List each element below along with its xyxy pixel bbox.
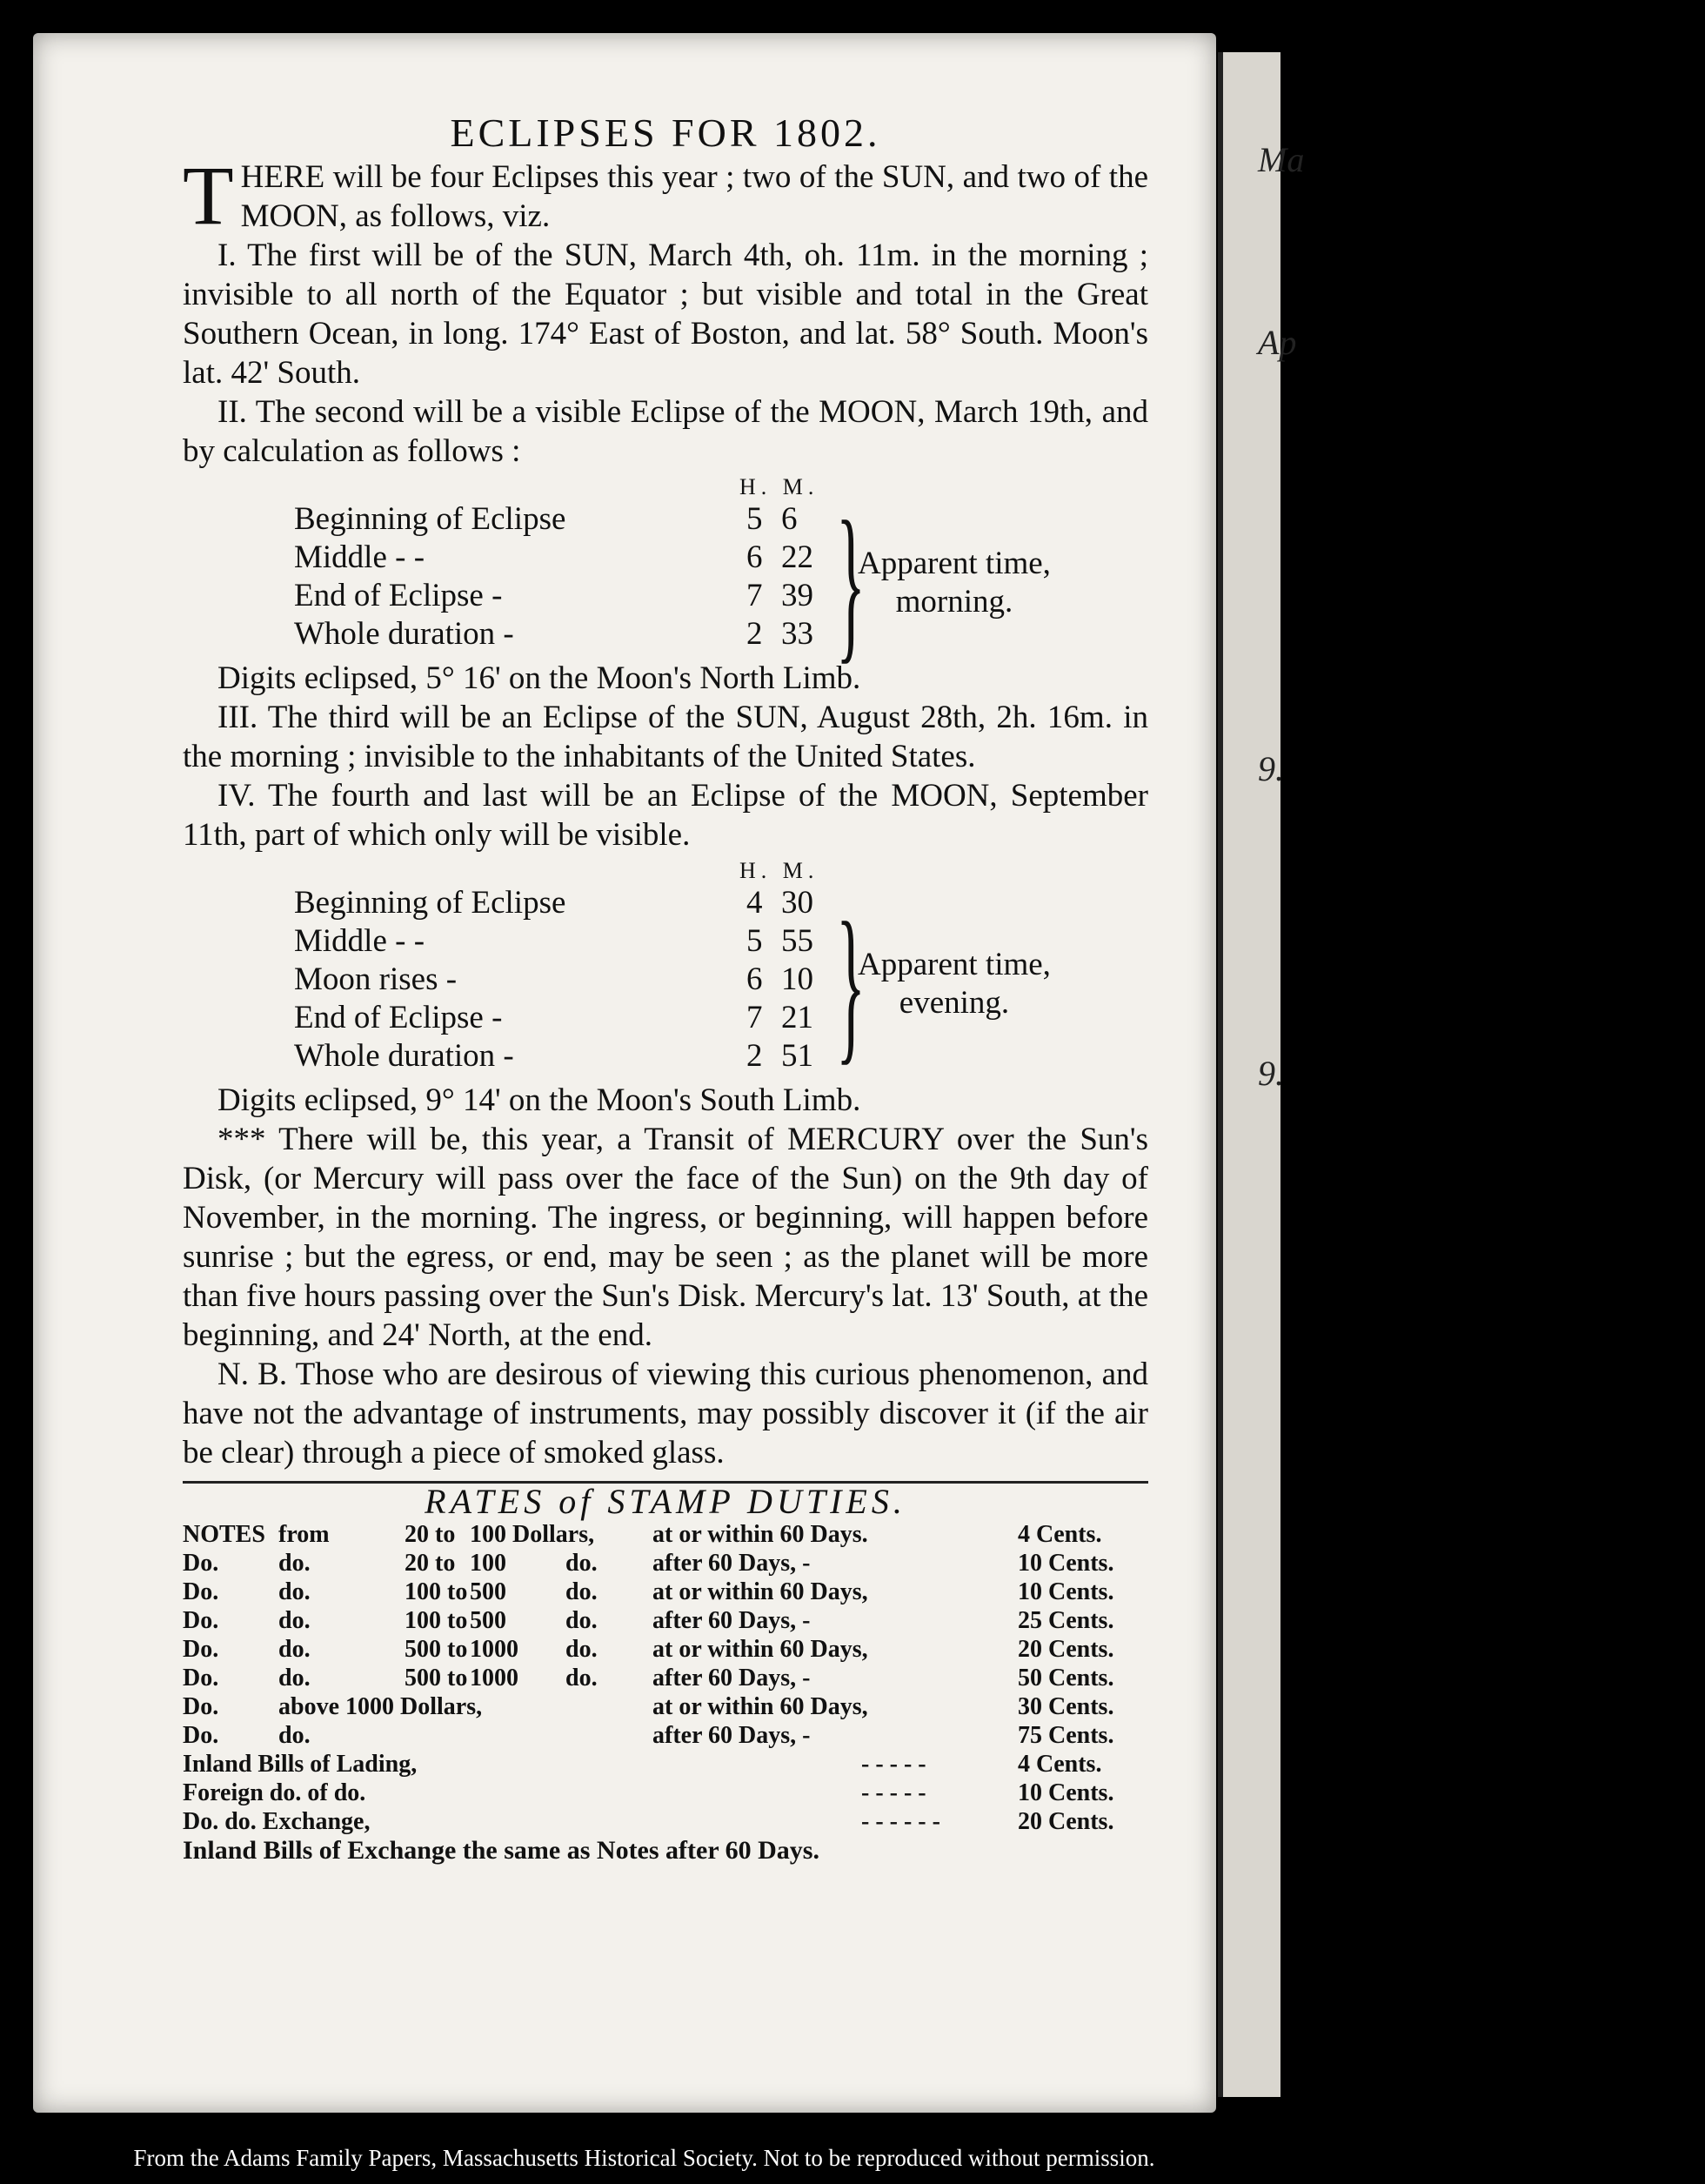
cell-ditto: do. bbox=[565, 1665, 598, 1692]
cell-high: 500 bbox=[470, 1578, 506, 1605]
row-label: Beginning of Eclipse bbox=[294, 501, 566, 537]
row-hours: 4 bbox=[746, 885, 763, 921]
cell-low: 500 to bbox=[405, 1665, 468, 1692]
apparent-line-1: Apparent time, bbox=[858, 947, 1051, 982]
cell-low: 100 to bbox=[405, 1607, 468, 1634]
cell-rate: 20 Cents. bbox=[1018, 1808, 1114, 1835]
cell-rate: 4 Cents. bbox=[1018, 1751, 1102, 1778]
cell-type: Do. bbox=[183, 1693, 219, 1720]
row-minutes: 10 bbox=[781, 961, 813, 997]
intro-text: HERE will be four Eclipses this year ; two of the SUN, and two of the MOON, as follows, viz. bbox=[240, 159, 1148, 234]
cell-from: do. bbox=[278, 1665, 311, 1692]
row-label: Middle - - bbox=[294, 539, 425, 575]
row-hours: 7 bbox=[746, 578, 763, 613]
table-row bbox=[183, 1692, 1148, 1721]
row-hours: 6 bbox=[746, 961, 763, 997]
cell-rate: 75 Cents. bbox=[1018, 1722, 1114, 1749]
row-label: End of Eclipse - bbox=[294, 578, 503, 613]
cell-from: above 1000 Dollars, bbox=[278, 1693, 483, 1720]
cell-rate: 10 Cents. bbox=[1018, 1578, 1114, 1605]
table-row bbox=[183, 1750, 1148, 1779]
cell-type: Foreign do. of do. bbox=[183, 1779, 366, 1806]
cell-rate: 10 Cents. bbox=[1018, 1550, 1114, 1577]
cell-from: do. bbox=[278, 1722, 311, 1749]
apparent-time-label bbox=[858, 946, 1051, 1022]
cell-low: 20 to bbox=[405, 1521, 456, 1548]
table-row bbox=[183, 1635, 1148, 1664]
cell-rate: 50 Cents. bbox=[1018, 1665, 1114, 1692]
cell-type: Inland Bills of Lading, bbox=[183, 1751, 418, 1778]
cell-high: 100 bbox=[470, 1550, 506, 1577]
cell-high: 500 bbox=[470, 1607, 506, 1634]
row-label: End of Eclipse - bbox=[294, 1000, 503, 1035]
table-row bbox=[183, 1549, 1148, 1578]
apparent-line-2: evening. bbox=[899, 985, 1010, 1021]
eclipse-4-digits: Digits eclipsed, 9° 14' on the Moon's South Limb. bbox=[217, 1082, 861, 1118]
table-row bbox=[183, 1606, 1148, 1635]
row-minutes: 21 bbox=[781, 1000, 813, 1035]
row-label: Whole duration - bbox=[294, 1038, 514, 1074]
margin-mark: 9. bbox=[1258, 1054, 1284, 1093]
table-row bbox=[183, 1578, 1148, 1606]
row-hours: 2 bbox=[746, 616, 763, 652]
apparent-time-brace bbox=[809, 486, 1051, 679]
cell-term: after 60 Days, - bbox=[652, 1722, 811, 1749]
cell-type: Do. bbox=[183, 1607, 219, 1634]
cell-term: at or within 60 Days, bbox=[652, 1578, 868, 1605]
apparent-time-label bbox=[858, 545, 1051, 621]
cell-leader: - - - - - - bbox=[861, 1808, 940, 1835]
row-minutes: 6 bbox=[781, 501, 798, 537]
page-title: ECLIPSES FOR 1802. bbox=[450, 111, 881, 155]
row-minutes: 33 bbox=[781, 616, 813, 652]
cell-term: after 60 Days, - bbox=[652, 1607, 811, 1634]
eclipse-1-paragraph: I. The first will be of the SUN, March 4th, oh. 11m. in the morning ; invisible to all north of the Equator ; but visible and total in the Great Southern Ocean, in long. 174° East of Boston, and lat. 58° South. Moon's lat. 42' South. bbox=[183, 238, 1148, 391]
page-content bbox=[183, 110, 1148, 1865]
margin-mark: 9. bbox=[1258, 749, 1284, 788]
cell-type: Do. bbox=[183, 1578, 219, 1605]
cell-from: do. bbox=[278, 1607, 311, 1634]
cell-term: at or within 60 Days, bbox=[652, 1693, 868, 1720]
margin-mark: Ma bbox=[1258, 140, 1305, 179]
table-row bbox=[183, 1779, 1148, 1807]
cell-from: do. bbox=[278, 1578, 311, 1605]
eclipse-4-paragraph: IV. The fourth and last will be an Eclipse of the MOON, September 11th, part of which only will be visible. bbox=[183, 778, 1148, 853]
table-row bbox=[183, 1664, 1148, 1692]
hm-header: H. M. bbox=[739, 474, 819, 499]
cell-rate: 4 Cents. bbox=[1018, 1521, 1102, 1548]
cell-leader: - - - - - bbox=[861, 1751, 926, 1778]
row-minutes: 30 bbox=[781, 885, 813, 921]
cell-type: Do. bbox=[183, 1665, 219, 1692]
transit-note: *** There will be, this year, a Transit of MERCURY over the Sun's Disk, (or Mercury will pass over the face of the Sun) on the 9th day of November, in the morning. The ingress, or beginning, will happen before sunrise ; but the egress, or end, may be seen ; as the planet will be more than five hours passing over the Sun's Disk. Mercury's lat. 13' South, at the beginning, and 24' North, at the end. bbox=[183, 1122, 1148, 1353]
eclipse-3-paragraph: III. The third will be an Eclipse of the SUN, August 28th, 2h. 16m. in the morning ; invisible to the inhabitants of the United States. bbox=[183, 700, 1148, 774]
row-minutes: 22 bbox=[781, 539, 813, 575]
row-hours: 5 bbox=[746, 501, 763, 537]
row-minutes: 39 bbox=[781, 578, 813, 613]
cell-from: do. bbox=[278, 1550, 311, 1577]
last-line-text: Inland Bills of Exchange the same as Notes after 60 Days. bbox=[183, 1836, 819, 1865]
cell-from: do. bbox=[278, 1636, 311, 1663]
cell-rate: 25 Cents. bbox=[1018, 1607, 1114, 1634]
cell-type: Do. bbox=[183, 1636, 219, 1663]
row-label: Middle - - bbox=[294, 923, 425, 959]
apparent-line-2: morning. bbox=[895, 584, 1013, 620]
stamp-duties-table bbox=[183, 1520, 1148, 1865]
cell-from: from bbox=[278, 1521, 330, 1548]
row-hours: 5 bbox=[746, 923, 763, 959]
margin-mark: Ap bbox=[1258, 323, 1297, 362]
row-hours: 6 bbox=[746, 539, 763, 575]
cell-term: at or within 60 Days, bbox=[652, 1636, 868, 1663]
cell-low: 100 to bbox=[405, 1578, 468, 1605]
cell-high: 1000 bbox=[470, 1636, 518, 1663]
row-minutes: 51 bbox=[781, 1038, 813, 1074]
eclipse-2-paragraph: II. The second will be a visible Eclipse of the MOON, March 19th, and by calculation as follows : bbox=[183, 394, 1148, 469]
apparent-time-brace bbox=[809, 888, 1051, 1080]
cell-low: 500 to bbox=[405, 1636, 468, 1663]
cell-ditto: do. bbox=[565, 1636, 598, 1663]
cell-leader: - - - - - bbox=[861, 1779, 926, 1806]
cell-high: 1000 bbox=[470, 1665, 518, 1692]
eclipse-4-table bbox=[183, 858, 1148, 1080]
cell-type: NOTES bbox=[183, 1521, 265, 1548]
cell-ditto: do. bbox=[565, 1607, 598, 1634]
row-minutes: 55 bbox=[781, 923, 813, 959]
cell-rate: 20 Cents. bbox=[1018, 1636, 1114, 1663]
row-hours: 2 bbox=[746, 1038, 763, 1074]
hm-header: H. M. bbox=[739, 858, 819, 883]
almanac-page bbox=[33, 33, 1216, 2113]
nb-note: N. B. Those who are desirous of viewing this curious phenomenon, and have not the advantage of instruments, may possibly discover it (if the air be clear) through a piece of smoked glass. bbox=[183, 1357, 1148, 1471]
table-row bbox=[183, 1721, 1148, 1750]
adjacent-page-edge bbox=[1218, 52, 1305, 2097]
brace-glyph: } bbox=[836, 888, 866, 1080]
row-label: Beginning of Eclipse bbox=[294, 885, 566, 921]
apparent-line-1: Apparent time, bbox=[858, 546, 1051, 581]
row-label: Moon rises - bbox=[294, 961, 458, 997]
stamp-duties-heading: RATES of STAMP DUTIES. bbox=[183, 1481, 1148, 1520]
cell-high: 100 Dollars, bbox=[470, 1521, 595, 1548]
table-row bbox=[183, 1807, 1148, 1836]
cell-ditto: do. bbox=[565, 1578, 598, 1605]
cell-term: after 60 Days, - bbox=[652, 1550, 811, 1577]
cell-term: at or within 60 Days. bbox=[652, 1521, 868, 1548]
cell-term: after 60 Days, - bbox=[652, 1665, 811, 1692]
cell-ditto: do. bbox=[565, 1550, 598, 1577]
row-hours: 7 bbox=[746, 1000, 763, 1035]
copyright-footer: From the Adams Family Papers, Massachusetts Historical Society. Not to be reproduced without permission. bbox=[133, 2145, 1155, 2171]
row-label: Whole duration - bbox=[294, 616, 514, 652]
cell-rate: 10 Cents. bbox=[1018, 1779, 1114, 1806]
intro-paragraph bbox=[183, 149, 1148, 242]
eclipse-2-digits: Digits eclipsed, 5° 16' on the Moon's North Limb. bbox=[217, 660, 861, 696]
cell-type: Do. do. Exchange, bbox=[183, 1808, 371, 1835]
cell-low: 20 to bbox=[405, 1550, 456, 1577]
cell-type: Do. bbox=[183, 1722, 219, 1749]
stamp-last-line bbox=[183, 1836, 1148, 1865]
cell-rate: 30 Cents. bbox=[1018, 1693, 1114, 1720]
brace-glyph: } bbox=[836, 486, 866, 679]
drop-cap: T bbox=[183, 149, 234, 242]
cell-type: Do. bbox=[183, 1550, 219, 1577]
table-row bbox=[183, 1520, 1148, 1549]
